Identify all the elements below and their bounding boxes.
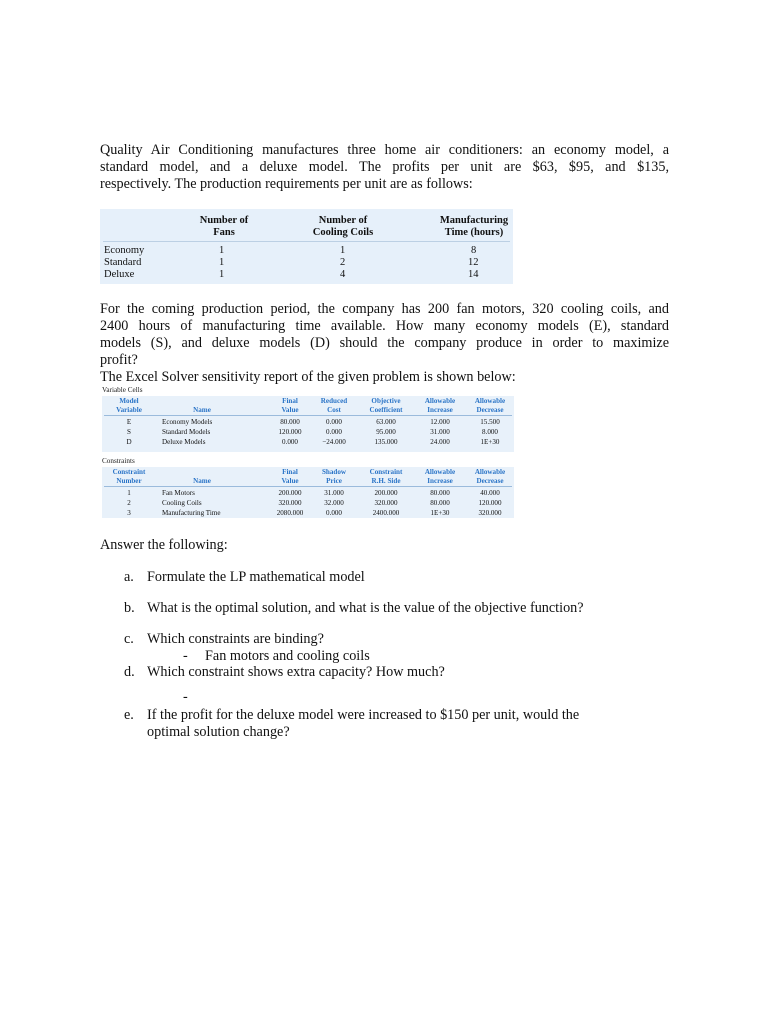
constraints-cell: 2 bbox=[127, 499, 131, 507]
variable-cells-cell: S bbox=[127, 428, 131, 436]
constraints-cell: 1E+30 bbox=[430, 509, 450, 517]
constraints-header-line: Final bbox=[282, 468, 298, 476]
variable-cells-cell: 1E+30 bbox=[480, 438, 500, 446]
variable-cells-header-line: Allowable bbox=[474, 397, 506, 405]
constraints-header bbox=[358, 468, 414, 485]
variable-cells-header-line: Objective bbox=[371, 397, 401, 405]
variable-cells-header-line: Reduced bbox=[320, 397, 348, 405]
item-e-text: If the profit for the deluxe model were increased to $150 per unit, would the bbox=[147, 707, 580, 723]
constraints-header-line: Value bbox=[281, 476, 299, 485]
header-time bbox=[426, 215, 522, 239]
row-economy-label: Economy bbox=[104, 245, 145, 256]
variable-cells-header bbox=[466, 397, 514, 414]
header-line: Fans bbox=[213, 227, 235, 238]
variable-cells-header-line: Final bbox=[282, 397, 298, 405]
variable-cells-cell: Deluxe Models bbox=[162, 438, 206, 446]
item-d-dash: - bbox=[183, 689, 188, 705]
row-economy-coils: 1 bbox=[340, 245, 346, 256]
requirements-table bbox=[100, 209, 513, 284]
row-economy-fans: 1 bbox=[219, 245, 225, 256]
intro-paragraph bbox=[100, 142, 669, 193]
variable-cells-cell: 15.500 bbox=[480, 418, 500, 426]
question-paragraph bbox=[100, 301, 669, 386]
variable-cells-header-line: Cost bbox=[327, 405, 341, 414]
variable-cells-header-line: Name bbox=[193, 405, 211, 414]
row-deluxe-fans: 1 bbox=[219, 269, 225, 280]
constraints-cell: Fan Motors bbox=[162, 489, 195, 497]
variable-cells-header-line bbox=[162, 397, 242, 406]
variable-cells-cell: 24.000 bbox=[430, 438, 450, 446]
item-e-text-cont: optimal solution change? bbox=[147, 724, 290, 740]
constraints-cell: 320.000 bbox=[478, 509, 502, 517]
constraints-header-divider bbox=[104, 486, 512, 487]
variable-cells-cell: 0.000 bbox=[326, 418, 342, 426]
variable-cells-header-line: Coefficient bbox=[369, 405, 403, 414]
constraints-header-line: Name bbox=[193, 476, 211, 485]
constraints-cell: Cooling Coils bbox=[162, 499, 202, 507]
constraints-header-line: Price bbox=[326, 476, 342, 485]
intro-line: respectively. The production requirements per unit are as follows: bbox=[100, 176, 473, 192]
question-line: profit? bbox=[100, 352, 138, 368]
row-standard-label: Standard bbox=[104, 257, 142, 268]
variable-cells-cell: 63.000 bbox=[376, 418, 396, 426]
constraints-header bbox=[106, 468, 152, 485]
variable-cells-header-line: Increase bbox=[427, 405, 453, 414]
constraints-cell: 2080.000 bbox=[276, 509, 304, 517]
item-d-letter: d. bbox=[124, 664, 135, 680]
variable-cells-cell: 31.000 bbox=[430, 428, 450, 436]
constraints-header-line: Allowable bbox=[474, 468, 506, 476]
constraints-cell: 0.000 bbox=[326, 509, 342, 517]
variable-cells-header-line: Model bbox=[119, 397, 139, 405]
constraints-cell: 3 bbox=[127, 509, 131, 517]
variable-cells-cell: 95.000 bbox=[376, 428, 396, 436]
variable-cells-header bbox=[265, 397, 315, 414]
constraints-header-line: R.H. Side bbox=[371, 476, 401, 485]
constraints-header bbox=[265, 468, 315, 485]
constraints-label: Constraints bbox=[102, 457, 135, 465]
row-economy-time: 8 bbox=[471, 245, 477, 256]
row-deluxe-coils: 4 bbox=[340, 269, 346, 280]
constraints-header-line: Constraint bbox=[369, 468, 403, 476]
header-line: Time (hours) bbox=[444, 227, 504, 238]
variable-cells-cell: Economy Models bbox=[162, 418, 213, 426]
item-c-dash: - bbox=[183, 648, 188, 664]
answer-heading: Answer the following: bbox=[100, 537, 228, 553]
constraints-header bbox=[162, 468, 242, 485]
constraints-cell: 1 bbox=[127, 489, 131, 497]
row-standard-time: 12 bbox=[468, 257, 479, 268]
variable-cells-header bbox=[414, 397, 466, 414]
item-a-text: Formulate the LP mathematical model bbox=[147, 569, 365, 585]
constraints-cell: 40.000 bbox=[480, 489, 500, 497]
question-line: For the coming production period, the company has 200 fan motors, 320 cooling coils, and bbox=[100, 301, 669, 317]
constraints-header bbox=[414, 468, 466, 485]
header-line: Number of bbox=[318, 215, 368, 226]
constraints-header-line: Increase bbox=[427, 476, 453, 485]
variable-cells-cell: 8.000 bbox=[482, 428, 498, 436]
variable-cells-header bbox=[106, 397, 152, 414]
item-c-letter: c. bbox=[124, 631, 134, 647]
row-deluxe-time: 14 bbox=[468, 269, 479, 280]
header-line: Cooling Coils bbox=[312, 227, 374, 238]
constraints-header-line: Allowable bbox=[424, 468, 456, 476]
item-c-text: Which constraints are binding? bbox=[147, 631, 324, 647]
constraints-cell: 2400.000 bbox=[372, 509, 400, 517]
constraints-table bbox=[102, 467, 514, 518]
variable-cells-header-line: Decrease bbox=[476, 405, 504, 414]
constraints-cell: 320.000 bbox=[278, 499, 302, 507]
constraints-header-line: Decrease bbox=[476, 476, 504, 485]
variable-cells-cell: 12.000 bbox=[430, 418, 450, 426]
constraints-header-line: Number bbox=[116, 476, 142, 485]
variable-cells-cell: D bbox=[126, 438, 132, 446]
variable-cells-cell: 135.000 bbox=[374, 438, 398, 446]
variable-cells-cell: −24.000 bbox=[322, 438, 346, 446]
intro-line: standard model, and a deluxe model. The profits per unit are $63, $95, and $135, bbox=[100, 159, 669, 175]
variable-cells-header-line: Variable bbox=[116, 405, 142, 414]
header-coils bbox=[298, 215, 388, 239]
variable-cells-cell: 120.000 bbox=[278, 428, 302, 436]
item-e-letter: e. bbox=[124, 707, 134, 723]
question-line: models (S), and deluxe models (D) should the company produce in order to maximize bbox=[100, 335, 669, 351]
constraints-cell: 80.000 bbox=[430, 489, 450, 497]
item-b-text: What is the optimal solution, and what is the value of the objective function? bbox=[147, 600, 584, 616]
variable-cells-header-line: Value bbox=[281, 405, 299, 414]
row-standard-coils: 2 bbox=[340, 257, 346, 268]
item-a-letter: a. bbox=[124, 569, 134, 585]
constraints-cell: 32.000 bbox=[324, 499, 344, 507]
constraints-header bbox=[466, 468, 514, 485]
variable-cells-header-line: Allowable bbox=[424, 397, 456, 405]
variable-cells-header bbox=[358, 397, 414, 414]
variable-cells-header-divider bbox=[104, 415, 512, 416]
header-divider bbox=[103, 241, 510, 242]
constraints-cell: 120.000 bbox=[478, 499, 502, 507]
header-line: Number of bbox=[199, 215, 249, 226]
variable-cells-cell: 80.000 bbox=[280, 418, 300, 426]
constraints-cell: 80.000 bbox=[430, 499, 450, 507]
variable-cells-table bbox=[102, 396, 514, 452]
header-fans bbox=[188, 215, 260, 239]
question-line: 2400 hours of manufacturing time available. How many economy models (E), standard bbox=[100, 318, 669, 334]
variable-cells-cell: E bbox=[126, 418, 132, 426]
constraints-cell: 200.000 bbox=[374, 489, 398, 497]
variable-cells-header bbox=[162, 397, 242, 414]
item-d-text: Which constraint shows extra capacity? How much? bbox=[147, 664, 445, 680]
variable-cells-label: Variable Cells bbox=[102, 386, 143, 394]
intro-line: Quality Air Conditioning manufactures three home air conditioners: an economy model, a bbox=[100, 142, 669, 158]
variable-cells-cell: 0.000 bbox=[282, 438, 298, 446]
row-deluxe-label: Deluxe bbox=[104, 269, 135, 280]
constraints-header bbox=[314, 468, 354, 485]
variable-cells-cell: 0.000 bbox=[326, 428, 342, 436]
variable-cells-header bbox=[314, 397, 354, 414]
constraints-header-line: Shadow bbox=[321, 468, 347, 476]
solver-report bbox=[102, 386, 516, 520]
constraints-header-line bbox=[162, 468, 242, 477]
row-standard-fans: 1 bbox=[219, 257, 225, 268]
constraints-cell: 31.000 bbox=[324, 489, 344, 497]
constraints-cell: Manufacturing Time bbox=[162, 509, 221, 517]
constraints-header-line: Constraint bbox=[112, 468, 146, 476]
header-line: Manufacturing bbox=[439, 215, 509, 226]
constraints-cell: 320.000 bbox=[374, 499, 398, 507]
item-c-answer: Fan motors and cooling coils bbox=[205, 648, 370, 664]
constraints-cell: 200.000 bbox=[278, 489, 302, 497]
variable-cells-cell: Standard Models bbox=[162, 428, 211, 436]
item-b-letter: b. bbox=[124, 600, 135, 616]
report-intro: The Excel Solver sensitivity report of the given problem is shown below: bbox=[100, 369, 516, 385]
